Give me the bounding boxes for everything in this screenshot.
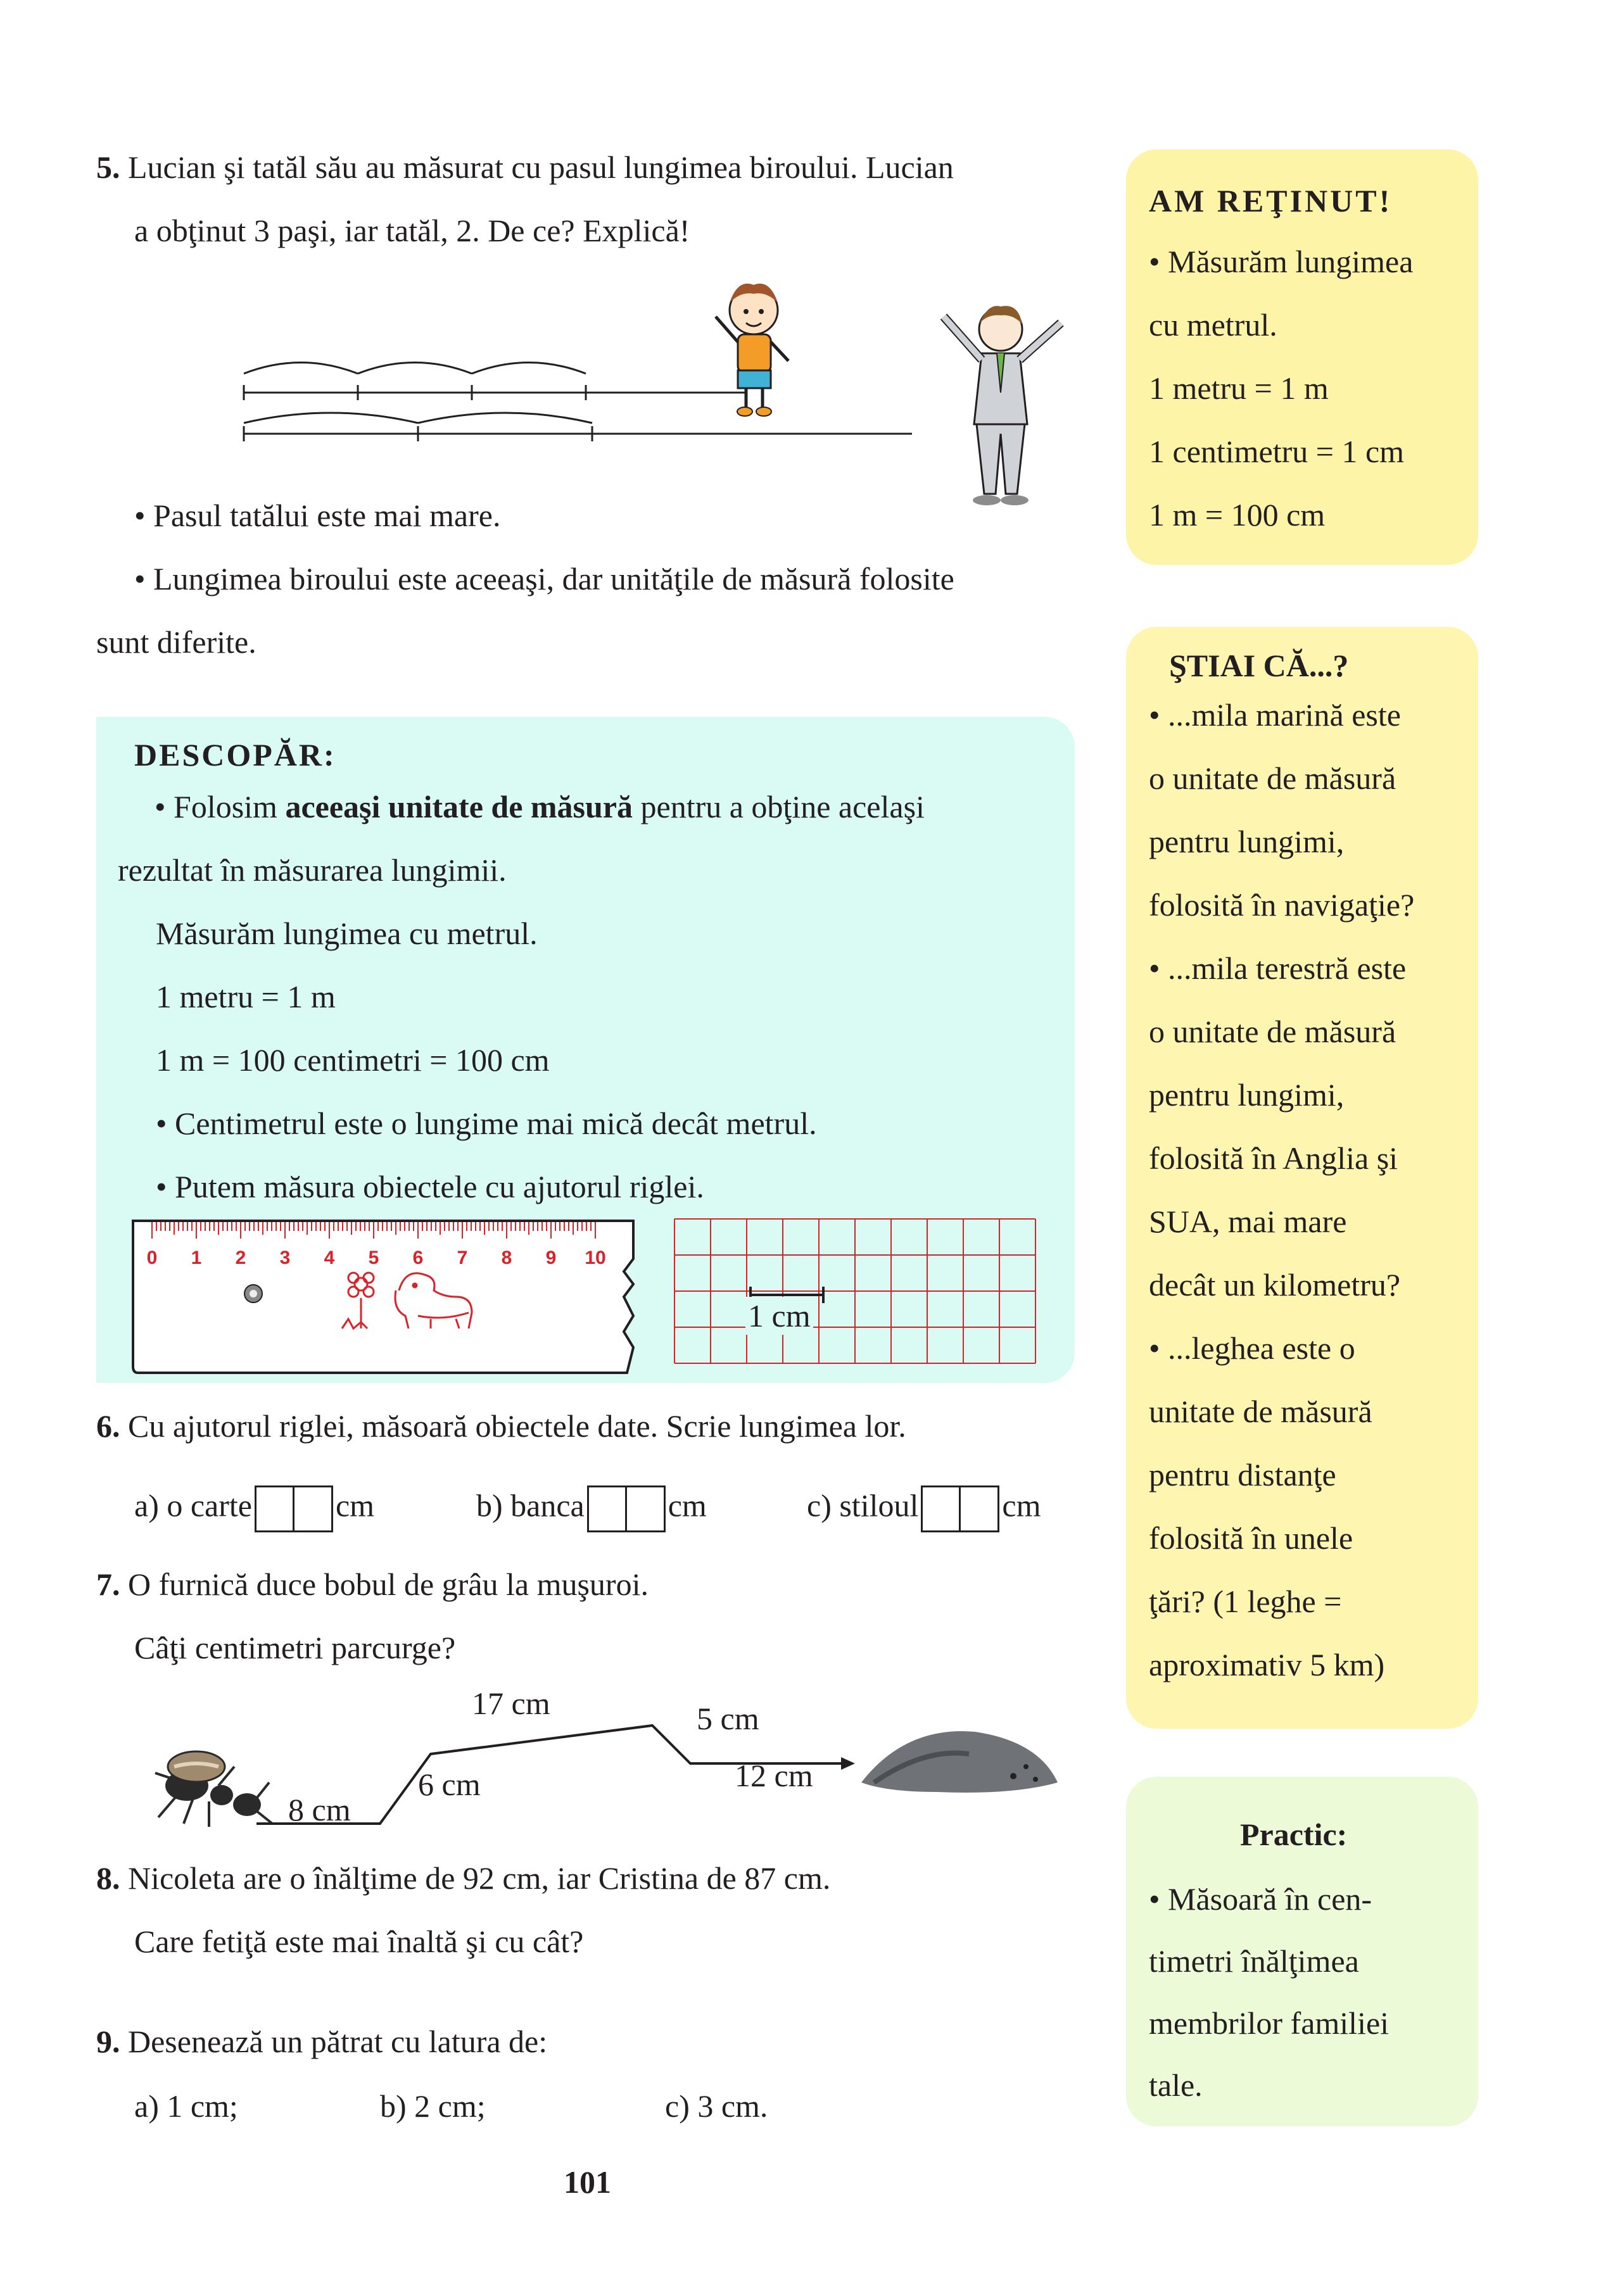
path-seg-5: 12 cm [735, 1758, 813, 1793]
stiai-line: pentru distanţe [1149, 1457, 1336, 1492]
stiai-line: folosită în navigaţie? [1149, 887, 1415, 923]
ex5-bullet2a: • Lungimea biroului este aceeaşi, dar unităţile de măsură folosite [134, 561, 954, 596]
ruler-number: 2 [235, 1247, 246, 1268]
ex9-text-1: Desenează un pătrat cu latura de: [128, 2024, 548, 2059]
ex5-line2: a obţinut 3 paşi, iar tatăl, 2. De ce? Explică! [134, 213, 690, 248]
answer-box-stiloul[interactable] [921, 1485, 999, 1532]
practic-title: Practic: [1240, 1817, 1348, 1852]
descopar-line7: • Putem măsura obiectele cu ajutorul riglei. [156, 1169, 704, 1204]
descopar-line5: 1 m = 100 centimetri = 100 cm [156, 1042, 550, 1078]
descopar-l1-post: pentru a obţine acelaşi [633, 789, 925, 824]
am-retinut-line: cu metrul. [1149, 307, 1277, 343]
steps-diagram [234, 342, 918, 450]
stiai-line: ţări? (1 leghe = [1149, 1584, 1342, 1619]
stiai-line: aproximativ 5 km) [1149, 1647, 1385, 1682]
ruler-number: 8 [501, 1247, 512, 1268]
practic-line: membrilor familiei [1149, 2005, 1390, 2041]
descopar-l1-bold: aceeaşi unitate de măsură [285, 789, 633, 824]
descopar-title: DESCOPĂR: [134, 737, 336, 773]
boy-illustration [703, 272, 804, 424]
ex8-line1 [96, 1859, 830, 1897]
ex6-b-unit: cm [668, 1487, 707, 1523]
path-seg-3: 17 cm [472, 1686, 550, 1721]
am-retinut-line: 1 m = 100 cm [1149, 497, 1326, 533]
answer-box-banca[interactable] [587, 1485, 666, 1532]
ruler-number: 1 [191, 1247, 202, 1268]
grid-label: 1 cm [745, 1297, 813, 1335]
stiai-ca-title: ŞTIAI CĂ...? [1169, 648, 1349, 683]
ruler-number: 7 [457, 1247, 468, 1268]
stiai-line: unitate de măsură [1149, 1394, 1372, 1429]
am-retinut-line: 1 metru = 1 m [1149, 370, 1329, 406]
ruler-number: 4 [324, 1247, 335, 1268]
descopar-line6: • Centimetrul este o lungime mai mică decât metrul. [156, 1106, 817, 1141]
stiai-line: pentru lungimi, [1149, 824, 1345, 859]
ex5-text-1: Lucian şi tatăl său au măsurat cu pasul lungimea biroului. Lucian [128, 149, 954, 185]
ex7-line2: Câţi centimetri parcurge? [134, 1630, 456, 1665]
ex6-c [807, 1485, 1041, 1532]
ruler-number: 6 [412, 1247, 424, 1268]
ex7-line1 [96, 1565, 649, 1603]
descopar-line1 [155, 788, 925, 826]
stiai-line: decât un kilometru? [1149, 1267, 1401, 1303]
ex7-text-1: O furnică duce bobul de grâu la muşuroi. [128, 1567, 649, 1602]
stiai-line: • ...leghea este o [1149, 1330, 1355, 1366]
ex6-line [96, 1407, 906, 1445]
ex6-b [476, 1485, 707, 1532]
ruler-illustration [127, 1214, 646, 1379]
practic-line: timetri înălţimea [1149, 1943, 1359, 1979]
cm-grid [671, 1216, 1051, 1368]
anthill-icon [861, 1731, 1058, 1793]
ruler-number: 9 [545, 1247, 557, 1268]
stiai-line: • ...mila marină este [1149, 697, 1401, 733]
am-retinut-title: AM REŢINUT! [1149, 183, 1393, 218]
descopar-line3: Măsurăm lungimea cu metrul. [156, 916, 538, 951]
ex6-c-label: c) stiloul [807, 1487, 919, 1523]
stiai-line: o unitate de măsură [1149, 760, 1396, 796]
father-illustration [918, 291, 1083, 513]
ex9-b: b) 2 cm; [380, 2088, 486, 2124]
practic-line: • Măsoară în cen- [1149, 1881, 1372, 1917]
stiai-line: • ...mila terestră este [1149, 950, 1407, 986]
ex5-line1 [96, 148, 954, 186]
ex6-a [134, 1485, 374, 1532]
ex5-bullet1: • Pasul tatălui este mai mare. [134, 498, 501, 533]
stiai-line: folosită în Anglia şi [1149, 1140, 1398, 1176]
ruler-number: 5 [368, 1247, 379, 1268]
ruler-number: 3 [279, 1247, 291, 1268]
ex9-line1 [96, 2022, 547, 2060]
ex8-line2: Care fetiţă este mai înaltă şi cu cât? [134, 1924, 584, 1959]
descopar-line4: 1 metru = 1 m [156, 979, 336, 1014]
ex6-a-label: a) o carte [134, 1487, 252, 1523]
am-retinut-line: • Măsurăm lungimea [1149, 244, 1414, 279]
page-number: 101 [564, 2164, 611, 2200]
path-seg-2: 6 cm [418, 1767, 481, 1802]
ex6-text: Cu ajutorul riglei, măsoară obiectele date. Scrie lungimea lor. [128, 1408, 906, 1444]
ex6-a-unit: cm [335, 1487, 375, 1523]
stiai-line: o unitate de măsură [1149, 1014, 1396, 1049]
ex9-a: a) 1 cm; [134, 2088, 238, 2124]
stiai-line: folosită în unele [1149, 1520, 1353, 1556]
ant-path-diagram [114, 1672, 1102, 1862]
ex9-number: 9. [96, 2024, 120, 2059]
ex5-bullet2b: sunt diferite. [96, 624, 256, 660]
ruler-number: 0 [146, 1247, 158, 1268]
ex6-b-label: b) banca [476, 1487, 585, 1523]
stiai-line: pentru lungimi, [1149, 1077, 1345, 1113]
ex6-number: 6. [96, 1408, 120, 1444]
path-seg-1: 8 cm [288, 1792, 351, 1827]
practic-line: tale. [1149, 2067, 1203, 2103]
ex6-c-unit: cm [1002, 1487, 1041, 1523]
ex9-c: c) 3 cm. [665, 2088, 768, 2124]
am-retinut-line: 1 centimetru = 1 cm [1149, 434, 1405, 469]
stiai-line: SUA, mai mare [1149, 1204, 1347, 1239]
ex8-text-1: Nicoleta are o înălţime de 92 cm, iar Cristina de 87 cm. [128, 1860, 831, 1896]
ex5-number: 5. [96, 149, 120, 185]
path-seg-4: 5 cm [697, 1701, 759, 1736]
descopar-l1-pre: • Folosim [155, 789, 286, 824]
ruler-number: 10 [585, 1247, 606, 1268]
descopar-line2: rezultat în măsurarea lungimii. [118, 852, 507, 888]
ex8-number: 8. [96, 1860, 120, 1896]
answer-box-carte[interactable] [255, 1485, 333, 1532]
ex7-number: 7. [96, 1567, 120, 1602]
ant-icon [155, 1751, 272, 1827]
